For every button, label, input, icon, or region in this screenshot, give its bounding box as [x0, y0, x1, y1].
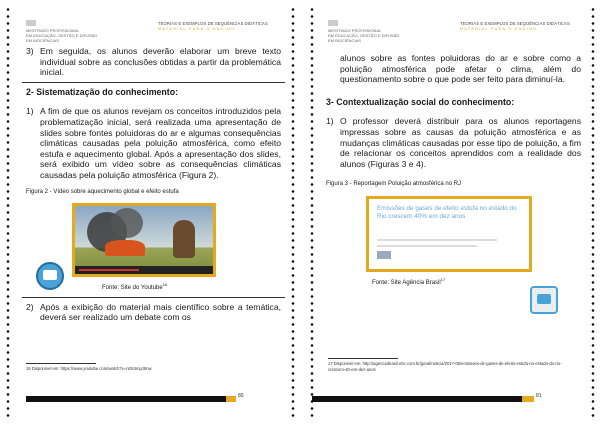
- continued-text: alunos sobre as fontes poluidoras do ar e sobre como a poluição atmosférica pode afetar o clima, além do questionamento sobre o que pode ser feito para diminuí-la.: [340, 53, 581, 85]
- newspaper-icon: [530, 286, 558, 314]
- header-title-block: [460, 21, 570, 32]
- figure-caption: Figura 2 - Vídeo sobre aquecimento global e efeito estufa: [26, 188, 179, 195]
- list-item-1: [326, 116, 581, 169]
- section-divider: [22, 297, 285, 298]
- list-number: 1): [26, 106, 34, 117]
- list-number: 1): [326, 116, 334, 127]
- logo-icon: [26, 20, 36, 26]
- bottom-bar: [312, 396, 522, 402]
- screen-icon: [43, 270, 57, 280]
- text-line: [377, 245, 477, 247]
- text-line: [377, 239, 497, 241]
- section-heading: 3- Contextualização social do conhecimento:: [326, 96, 515, 107]
- footnote: 16 Disponível em: https://www.youtube.com/watch?v=n0S4mpJ5nw: [26, 366, 152, 371]
- list-text: Em seguida, os alunos deverão elaborar um breve texto individual sobre as conclusões obtidas a partir da problemática inicial.: [40, 46, 281, 78]
- left-page: [6, 0, 293, 424]
- video-thumbnail[interactable]: [72, 203, 216, 277]
- list-text: O professor deverá distribuir para os alunos reportagens impressas sobre as causas da poluição atmosférica e as mudanças climáticas causadas por esse tipo de poluição, a fim de relacionar os conceitos aprendidos com a realidade dos alunos (Figuras 3 e 4).: [340, 116, 581, 169]
- list-item-3: [26, 46, 281, 78]
- newspaper-inner-icon: [537, 294, 551, 304]
- page-number: 81: [536, 393, 542, 399]
- footnote-ref: 16: [162, 282, 168, 288]
- list-item-2: [26, 302, 281, 323]
- list-text: A fim de que os alunos revejam os conceitos introduzidos pela problematização inicial, será realizada uma apresentação de slides sobre fontes poluidoras do ar e algumas consequências climáticas causadas pela poluição atmosférica, como efeito estufa e aquecimento global. Após a apresentação dos slides, será exibido um vídeo sobre as consequências climáticas causadas pela poluição atmosférica (Figura 2).: [40, 106, 281, 180]
- right-page-content: [326, 53, 581, 289]
- fire-shape: [105, 240, 145, 256]
- header-title-block: [158, 21, 268, 32]
- footnote-rule: [328, 358, 398, 359]
- header-title: TEORIAS E EXEMPLOS DE SEQUÊNCIAS DIDÁTICAS: [460, 21, 570, 26]
- share-icon: [377, 251, 391, 259]
- news-headline: Emissões de gases de efeito estufa no estado do Rio crescem 40% em dez anos: [377, 204, 517, 220]
- footnote: 17 Disponível em: http://agenciabrasil.ebc.com.br/geral/noticia/2017-06/emissoes-de-gases-de-efeito-estufa-no-estado-do-rio-crescem-40-em-dez-anos: [328, 361, 562, 372]
- list-number: 2): [26, 301, 34, 312]
- left-page-content: [26, 46, 281, 323]
- right-page-dotted-edge-right: [591, 6, 595, 418]
- program-logo: [328, 20, 399, 43]
- figure-caption: Figura 3 - Reportagem Poluição atmosférica no RJ: [326, 181, 462, 188]
- logo-line-1: MESTRADO PROFISSIONAL: [26, 28, 80, 33]
- section-divider: [22, 82, 285, 83]
- logo-line-2: EM EDUCAÇÃO, GESTÃO E DIFUSÃO: [26, 33, 98, 38]
- page-number: 80: [238, 393, 244, 399]
- bottom-bar-accent: [226, 396, 236, 402]
- bottom-bar-accent: [522, 396, 534, 402]
- header-subtitle: MATERIAL PARA O ENSINO: [460, 26, 538, 31]
- smoke-shape: [111, 208, 143, 238]
- video-progress[interactable]: [79, 269, 139, 271]
- list-number: 3): [26, 46, 34, 56]
- left-page-dotted-edge-right: [291, 6, 295, 418]
- video-badge-icon: [36, 262, 64, 290]
- list-item-1: [26, 106, 281, 180]
- right-page: [308, 0, 595, 424]
- footnote-rule: [26, 363, 96, 364]
- header-subtitle: MATERIAL PARA O ENSINO: [158, 26, 236, 31]
- logo-line-3: EM BIOCIÊNCIAS: [328, 38, 361, 43]
- header-title: TEORIAS E EXEMPLOS DE SEQUÊNCIAS DIDÁTICAS: [158, 21, 268, 26]
- left-page-header: [6, 20, 293, 43]
- news-article-thumbnail[interactable]: [366, 196, 532, 272]
- right-page-header: [308, 20, 595, 43]
- list-text: Após a exibição do material mais científico sobre a temática, deverá ser realizado um debate com os: [40, 301, 281, 323]
- program-logo: [26, 20, 97, 43]
- figure-source-text: Fonte: Site Agência Brasil: [372, 279, 441, 286]
- logo-line-1: MESTRADO PROFISSIONAL: [328, 28, 382, 33]
- footnote-ref: 17: [440, 276, 446, 282]
- figure-source-text: Fonte: Site do Youtube: [102, 285, 163, 292]
- logo-icon: [328, 20, 338, 26]
- logo-line-2: EM EDUCAÇÃO, GESTÃO E DIFUSÃO: [328, 33, 400, 38]
- character-shape: [173, 220, 195, 258]
- logo-line-3: EM BIOCIÊNCIAS: [26, 38, 59, 43]
- section-heading: 2- Sistematização do conhecimento:: [26, 86, 179, 97]
- left-page-dotted-edge: [6, 6, 10, 418]
- right-page-dotted-edge: [310, 6, 314, 418]
- bottom-bar: [26, 396, 226, 402]
- figure-source: [102, 280, 281, 294]
